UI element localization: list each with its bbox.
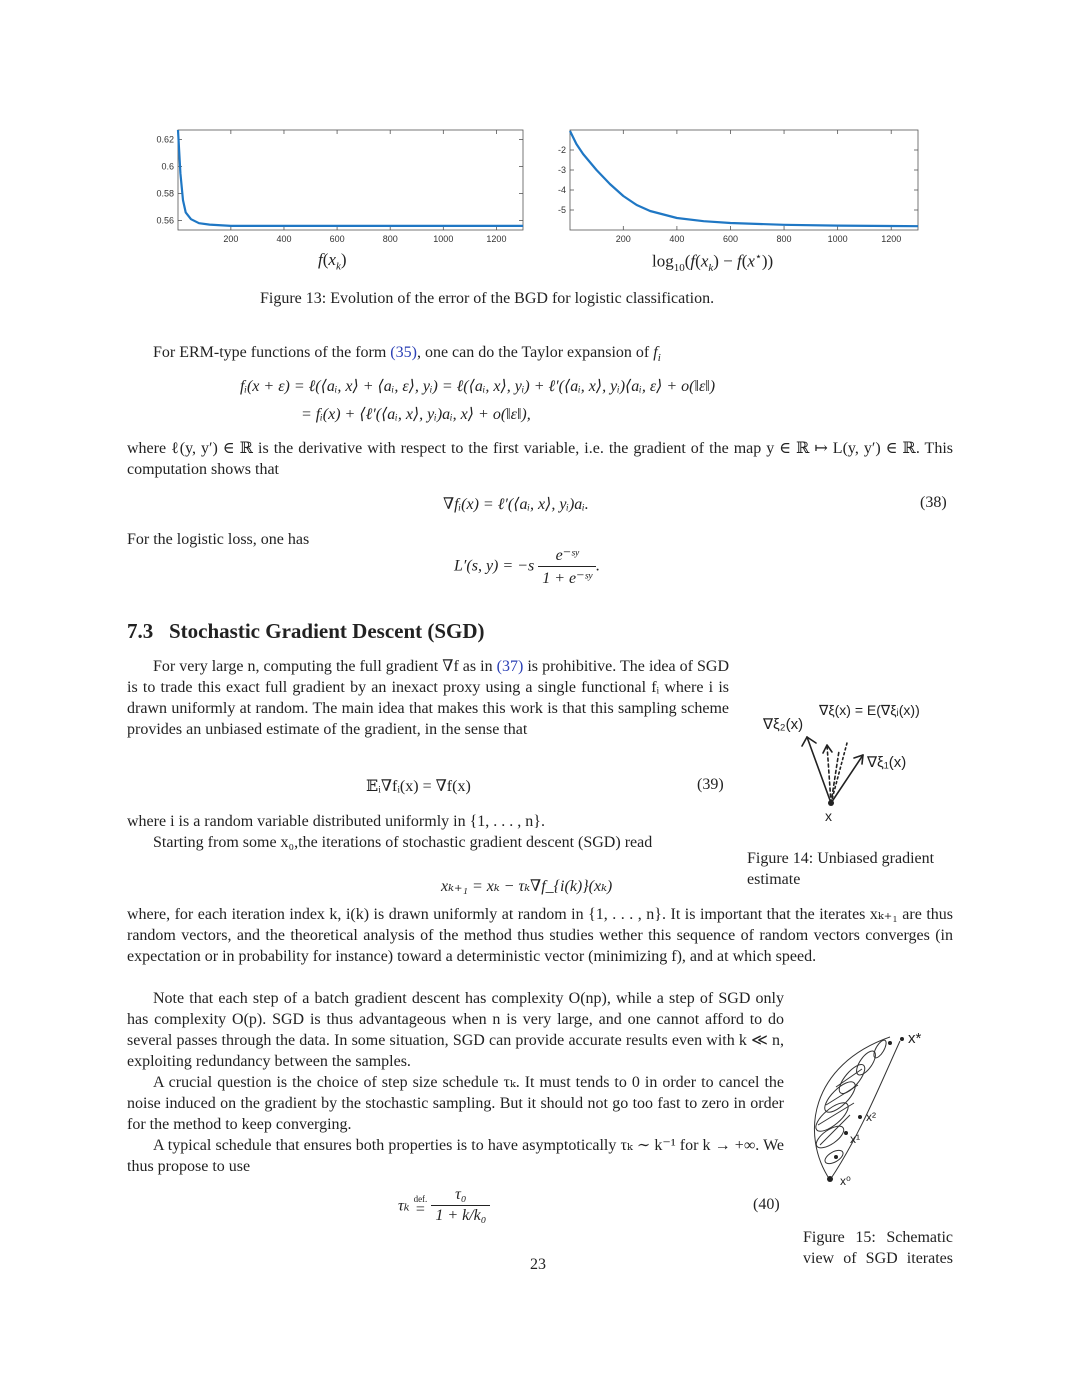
x-tick-label: 800 [382,234,398,244]
paragraph-complexity: Note that each step of a batch gradient descent has complexity O(np), while a step of SGD only has complexity O(p). SGD is thus advantageous when n is very large, and one cannot afford to do several passes through the data. In some situation, SGD can provide accurate results even with k ≪ n, exploiting redundancy between the samples. [127,990,784,1070]
chart-log-error [558,130,918,244]
x-tick-label: 1000 [433,234,454,244]
equation-40-number: (40) [753,1196,780,1213]
y-tick-label: -2 [557,145,566,155]
plot-frame [178,130,523,230]
eq-ref-35[interactable]: (35) [390,344,417,361]
figure-13-caption: Figure 13: Evolution of the error of the BGD for logistic classification. [260,290,715,307]
sketch15-label-x2: x² [866,1110,876,1124]
figure-13-charts [140,120,940,280]
y-tick-label: 0.62 [156,134,174,145]
page-number: 23 [530,1256,546,1273]
paragraph-sgd-intro: For very large n, computing the full gradient ∇f as in (37) is prohibitive. The idea of SGD is to trade this exact full gradient by an inexact proxy using a single functional fᵢ where i is drawn uniformly at random. The main idea that makes this work is that this sampling scheme provides an unbiased estimate of the gradient, in the sense that [127,658,730,738]
equation-39-number: (39) [697,776,724,793]
paragraph-step-size: A crucial question is the choice of step size schedule τₖ. It must tends to 0 in order to cancel the noise induced on the gradient by the stochastic sampling. But it should not go too fast to zero in order for the method to keep converging. [127,1074,784,1133]
paragraph-random-vectors: where, for each iteration index k, i(k) is drawn uniformly at random in {1, . . . , n}. It is important that the iterates xₖ₊₁ are thus random vectors, and the theoretical analysis of the method thus studies wether this sequence of random vectors converges (in expectation or in probability for instance) toward a deterministic vector (minimizing f), and at which speed. [127,906,953,965]
figure-14-caption: Figure 14: Unbiased gradient estimate [747,850,935,888]
paragraph-iterations: Starting from some x₀,the iterations of stochastic gradient descent (SGD) read [153,834,653,851]
section-heading: 7.3 Stochastic Gradient Descent (SGD) [127,619,485,643]
equation-38-number: (38) [920,494,947,511]
equation-taylor-line2: = fᵢ(x) + ⟨ℓ′(⟨aᵢ, x⟩, yᵢ)aᵢ, x⟩ + o(‖ε‖), [301,406,531,423]
sketch14-label-grad2: ∇ξ₂(x) [763,716,804,733]
chart-objective-xlabel: $f(x_k)$ [318,250,347,273]
sketch15-label-x0: x⁰ [840,1174,851,1188]
figure-14-sketch [755,685,955,825]
y-tick-label: 0.56 [156,215,174,226]
paragraph-logistic: For the logistic loss, one has [127,531,310,548]
equation-taylor-line1: fᵢ(x + ε) = ℓ(⟨aᵢ, x⟩ + ⟨aᵢ, ε⟩, yᵢ) = ℓ(⟨aᵢ, x⟩, yᵢ) + ℓ′(⟨aᵢ, x⟩, yᵢ)⟨aᵢ, ε⟩ + o(‖ε‖) [240,378,716,395]
sketch15-label-x1: x¹ [850,1132,860,1146]
figure-15-sketch [790,1025,950,1195]
x-tick-label: 800 [776,234,792,244]
chart-objective [156,130,523,244]
equation-sgd-iteration: xₖ₊₁ = xₖ − τₖ∇f_{i(k)}(xₖ) [441,878,613,895]
plot-frame [570,130,918,230]
x-tick-label: 1200 [881,234,902,244]
eq-ref-37[interactable]: (37) [496,658,524,675]
paragraph-random-variable: where i is a random variable distributed uniformly in {1, . . . , n}. [127,813,545,830]
y-tick-label: -5 [557,205,566,215]
paragraph-schedule: A typical schedule that ensures both properties is to have asymptotically τₖ ∼ k⁻¹ for k → +∞. We thus propose to use [127,1137,784,1175]
y-tick-label: 0.58 [156,188,174,199]
x-tick-label: 600 [329,234,345,244]
x-tick-label: 400 [276,234,292,244]
y-tick-label: 0.6 [161,161,174,172]
equation-40: τₖ def. = $\frac{\text{τ₀}}{\text{1 + k/k₀}}$ [398,1186,490,1225]
x-tick-label: 1200 [486,234,507,244]
sketch14-label-expectation: ∇ξ(x) = E(∇ξᵢ(x)) [819,702,920,718]
x-tick-label: 200 [223,234,239,244]
x-tick-label: 600 [722,234,738,244]
x-tick-label: 400 [669,234,685,244]
chart-log-error-xlabel: $\log_{10}(f(x_k) - f(x^⋆))$ [652,251,774,275]
paragraph-erm: For ERM-type functions of the form (35), one can do the Taylor expansion of $f_i$ [153,344,661,365]
equation-39: 𝔼ᵢ∇fᵢ(x) = ∇f(x) [366,778,471,795]
sketch15-label-xstar: x* [908,1030,922,1047]
paragraph-derivative: where ℓ(y, y′) ∈ ℝ is the derivative with respect to the first variable, i.e. the gradient of the map y ∈ ℝ ↦ L(y, y′) ∈ ℝ. This computation shows that [127,440,954,478]
x-tick-label: 1000 [827,234,848,244]
sketch14-label-grad1: ∇ξ₁(x) [867,754,907,771]
x-tick-label: 200 [615,234,631,244]
sketch14-label-x: x [825,808,832,824]
figure-15-caption: Figure 15: Schematic view of SGD iterates [803,1229,953,1267]
y-tick-label: -4 [557,185,566,195]
equation-logistic: L′(s, y) = −s $\frac{\text{e⁻ˢʸ}}{\text{1 + e⁻ˢʸ}}$ . [454,547,600,587]
y-tick-label: -3 [557,165,566,175]
equation-38: ∇fᵢ(x) = ℓ′(⟨aᵢ, x⟩, yᵢ)aᵢ. [443,496,589,513]
